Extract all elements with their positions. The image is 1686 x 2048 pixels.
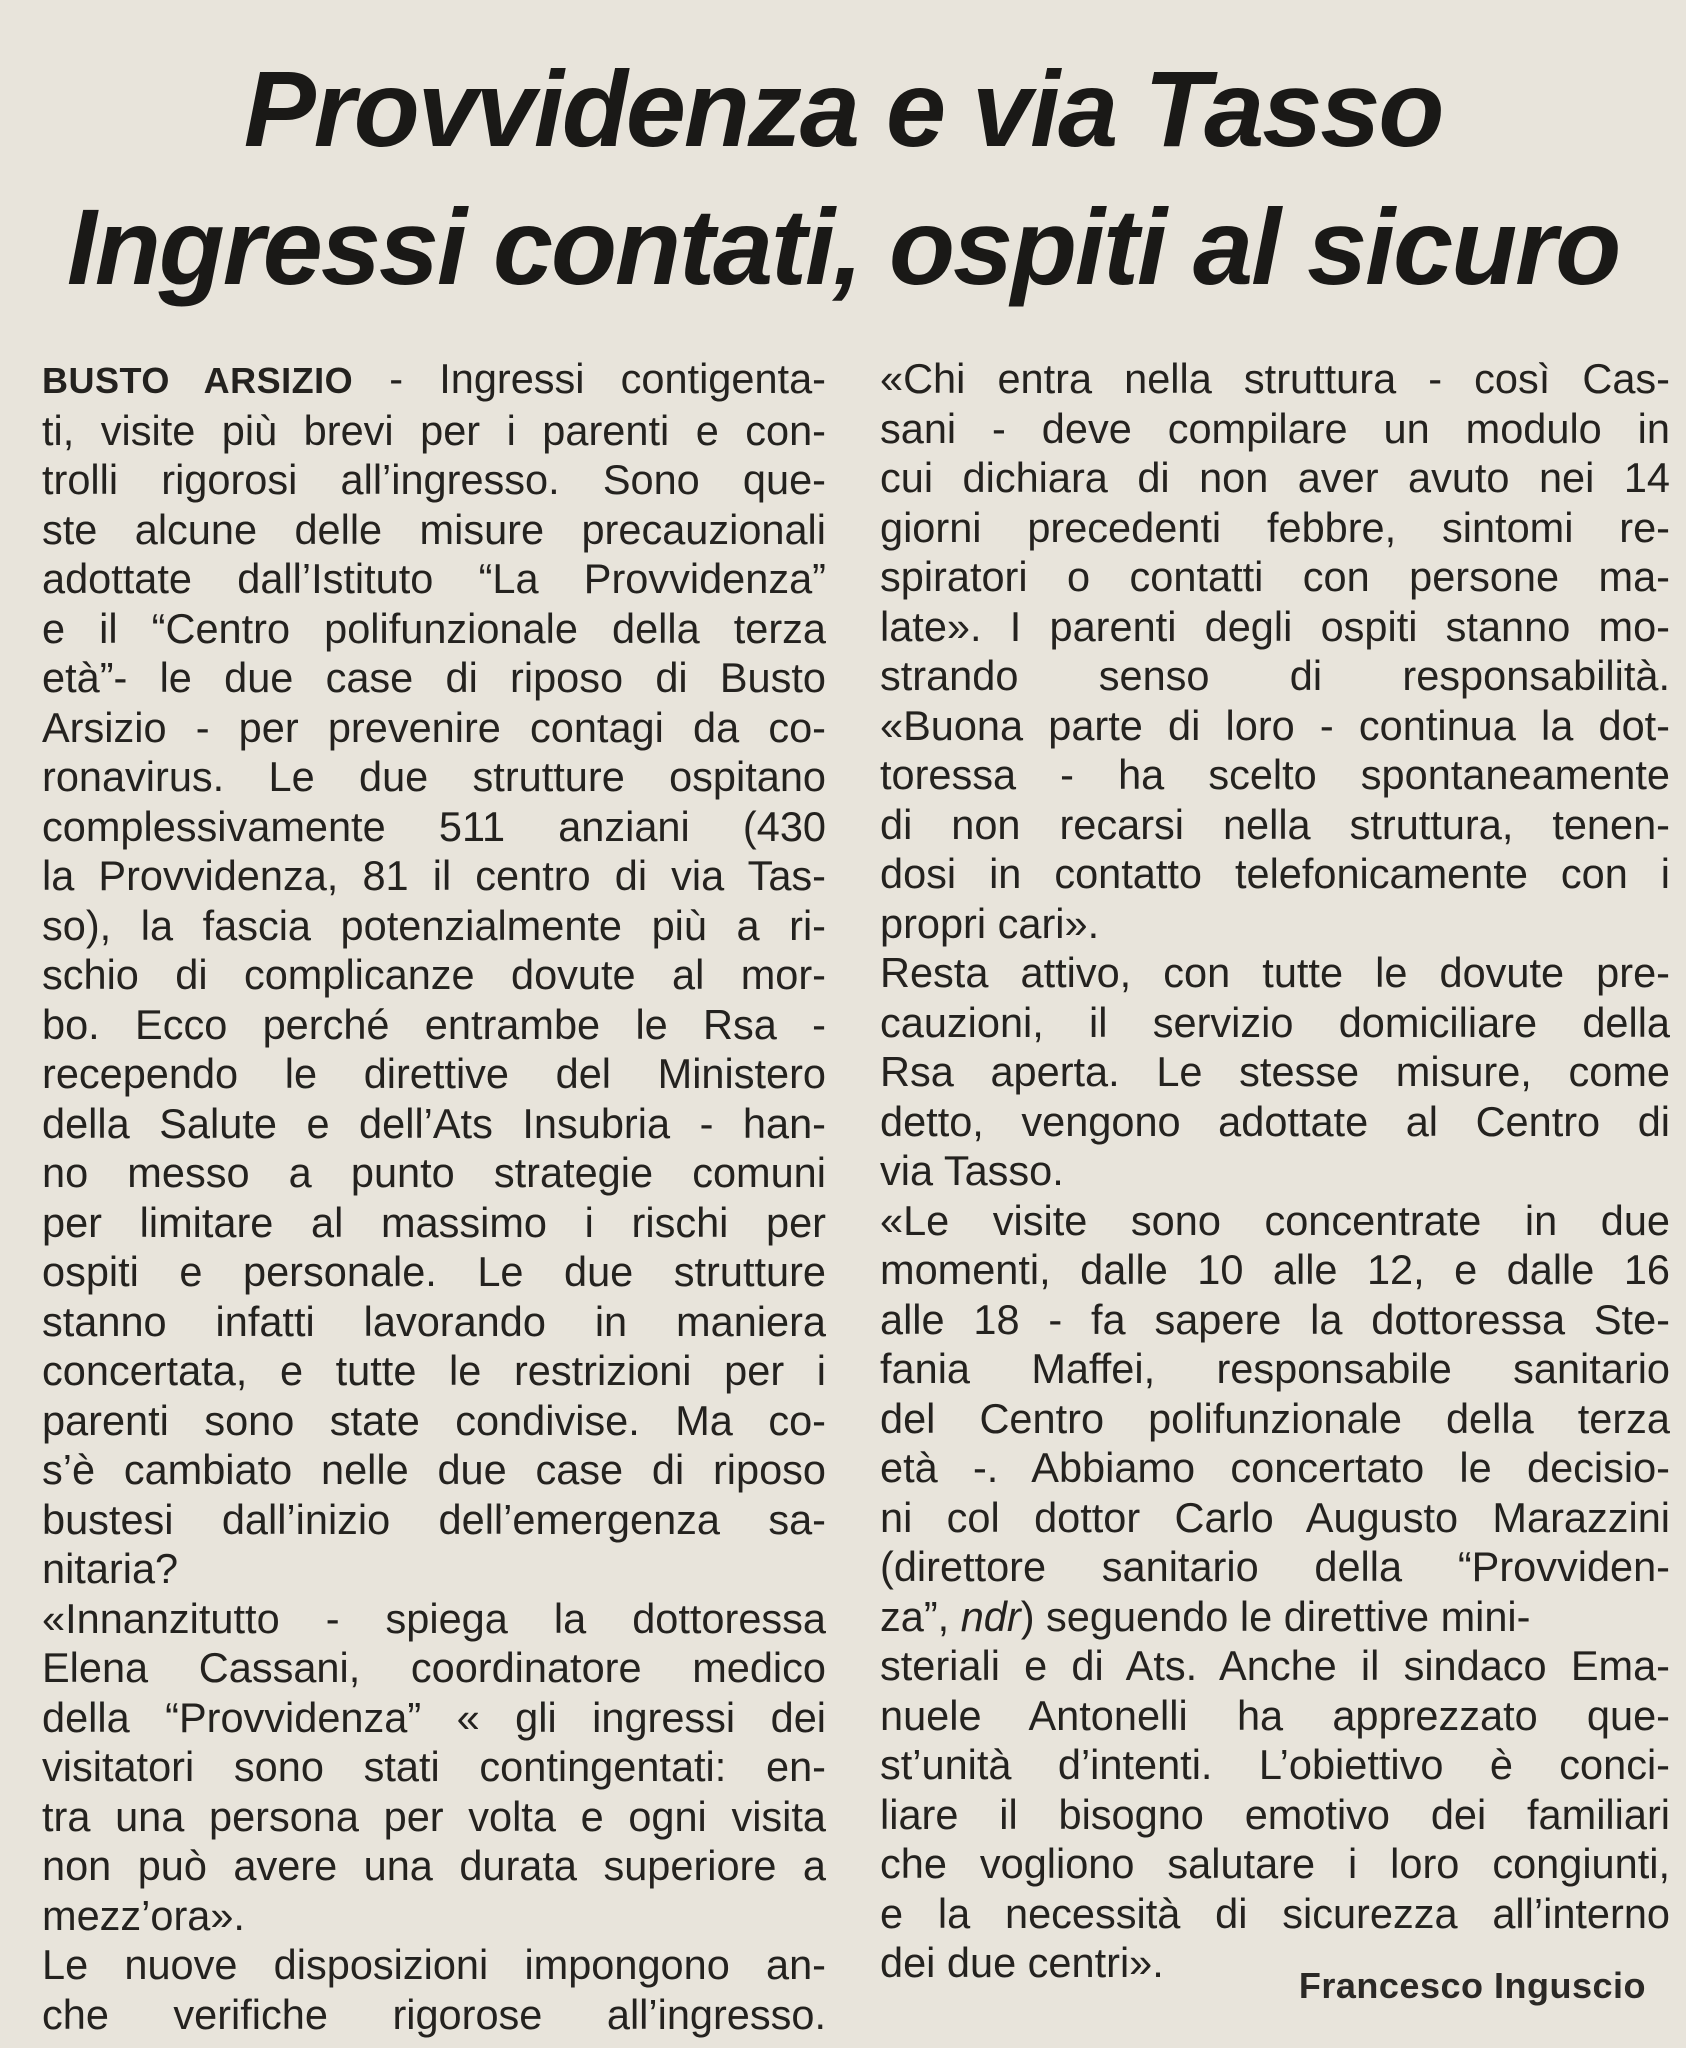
article-line: per limitare al massimo i rischi per	[42, 1198, 826, 1246]
article-line: ste alcune delle misure precauzionali	[42, 505, 826, 553]
article-line: mezz’ora».	[42, 1891, 245, 1939]
article-line: sani - deve compilare un modulo in	[880, 404, 1670, 452]
article-line: e la necessità di sicurezza all’interno	[880, 1889, 1670, 1937]
article-line: «Chi entra nella struttura - così Cas-	[880, 355, 1670, 402]
author-byline: Francesco Inguscio	[1298, 1965, 1646, 2006]
article-line: so), la fascia potenzialmente più a ri-	[42, 901, 826, 949]
article-line: età”- le due case di riposo di Busto	[42, 654, 826, 701]
article-line: la Provvidenza, 81 il centro di via Tas-	[42, 852, 826, 899]
article-line: concertata, e tutte le restrizioni per i	[42, 1347, 826, 1394]
article-line: e il “Centro polifunzionale della terza	[42, 604, 826, 652]
article-line: cauzioni, il servizio domiciliare della	[880, 998, 1670, 1046]
article-line: st’unità d’intenti. L’obiettivo è conci-	[880, 1741, 1670, 1788]
article-line: propri cari».	[880, 899, 1100, 947]
article-line: detto, vengono adottate al Centro di	[880, 1097, 1670, 1145]
article-line: adottate dall’Istituto “La Provvidenza”	[42, 555, 826, 602]
article-line: dei due centri».	[880, 1939, 1164, 1986]
article-line: stanno infatti lavorando in maniera	[42, 1297, 826, 1345]
article-line: via Tasso.	[880, 1147, 1064, 1194]
article-line: Elena Cassani, coordinatore medico	[42, 1644, 826, 1691]
article-line: parenti sono state condivise. Ma co-	[42, 1396, 826, 1444]
article-line: schio di complicanze dovute al mor-	[42, 951, 826, 998]
article-line: visitatori sono stati contingentati: en-	[42, 1743, 826, 1790]
article-line: spiratori o contatti con persone ma-	[880, 553, 1670, 600]
dateline: BUSTO ARSIZIO	[42, 360, 354, 401]
article-line: alle 18 - fa sapere la dottoressa Ste-	[880, 1295, 1670, 1343]
article-line: Le nuove disposizioni impongono an-	[42, 1941, 826, 1988]
article-line-text: - Ingressi contigenta-	[353, 355, 826, 402]
article-line: trolli rigorosi all’ingresso. Sono que-	[42, 456, 826, 503]
article-line: complessivamente 511 anziani (430	[42, 802, 826, 850]
article-line	[880, 1592, 1670, 1642]
headline-line-2: Ingressi contati, ospiti al sicuro	[66, 186, 1620, 307]
article-line: Rsa aperta. Le stesse misure, come	[880, 1048, 1670, 1095]
article-line: fania Maffei, responsabile sanitario	[880, 1345, 1670, 1392]
article-line: età -. Abbiamo concertato le decisio-	[880, 1444, 1670, 1491]
article-line: del Centro polifunzionale della terza	[880, 1394, 1670, 1442]
article-line: liare il bisogno emotivo dei familiari	[880, 1790, 1670, 1838]
article-line: bustesi dall’inizio dell’emergenza sa-	[42, 1495, 826, 1543]
article-line: della Salute e dell’Ats Insubria - han-	[42, 1099, 826, 1147]
article-line: ospiti e personale. Le due strutture	[42, 1248, 826, 1295]
article-line: no messo a punto strategie comuni	[42, 1149, 826, 1196]
article-line: ronavirus. Le due strutture ospitano	[42, 753, 826, 800]
article-line: della “Provvidenza” « gli ingressi dei	[42, 1693, 826, 1741]
article-line: momenti, dalle 10 alle 12, e dalle 16	[880, 1246, 1670, 1293]
article-line: non può avere una durata superiore a	[42, 1842, 826, 1889]
article-line: late». I parenti degli ospiti stanno mo-	[880, 602, 1670, 650]
article-line: giorni precedenti febbre, sintomi re-	[880, 503, 1670, 551]
article-line: steriali e di Ats. Anche il sindaco Ema-	[880, 1642, 1670, 1689]
article-line: «Le visite sono concentrate in due	[880, 1196, 1670, 1244]
article-column-left	[42, 354, 826, 2039]
article-line: ni col dottor Carlo Augusto Marazzini	[880, 1493, 1670, 1541]
article-line: recependo le direttive del Ministero	[42, 1050, 826, 1097]
article-line-text: ) seguendo le direttive mini-	[1020, 1592, 1531, 1640]
article-line: «Innanzitutto - spiega la dottoressa	[42, 1594, 826, 1642]
article-line: ti, visite più brevi per i parenti e con-	[42, 406, 826, 454]
article-line: cui dichiara di non aver avuto nei 14	[880, 454, 1670, 501]
article-line: che verifiche rigorose all’ingresso.	[42, 1990, 826, 2038]
article-line: s’è cambiato nelle due case di riposo	[42, 1446, 826, 1493]
article-line	[42, 354, 826, 406]
article-line: tra una persona per volta e ogni visita	[42, 1792, 826, 1840]
article-line: (direttore sanitario della “Provviden-	[880, 1543, 1670, 1590]
article-line: toressa - ha scelto spontaneamente	[880, 751, 1670, 798]
ndr-abbreviation: ndr	[960, 1592, 1021, 1640]
article-line: di non recarsi nella struttura, tenen-	[880, 800, 1670, 848]
article-line: nuele Antonelli ha apprezzato que-	[880, 1691, 1670, 1739]
headline	[30, 40, 1656, 316]
article-line: che vogliono salutare i loro congiunti,	[880, 1840, 1670, 1887]
article-line-text: za”,	[880, 1592, 961, 1640]
article-line: Resta attivo, con tutte le dovute pre-	[880, 949, 1670, 996]
article-line: strando senso di responsabilità.	[880, 652, 1670, 699]
article-line: dosi in contatto telefonicamente con i	[880, 850, 1670, 897]
article-line: nitaria?	[42, 1545, 179, 1592]
article-line: «Buona parte di loro - continua la dot-	[880, 701, 1670, 749]
article-line: bo. Ecco perché entrambe le Rsa -	[42, 1000, 826, 1048]
headline-line-1: Provvidenza e via Tasso	[243, 48, 1443, 169]
article-column-right	[880, 354, 1670, 1988]
article-line: Arsizio - per prevenire contagi da co-	[42, 703, 826, 751]
